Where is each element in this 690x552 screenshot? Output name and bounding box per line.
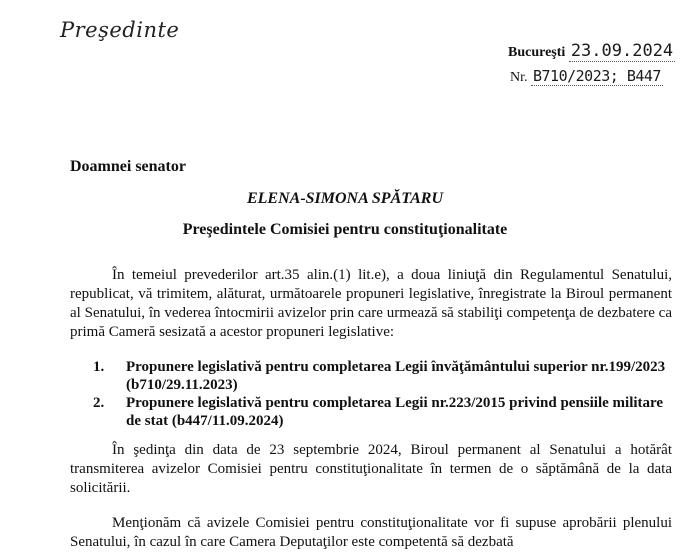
paragraph-mention: Menţionăm că avizele Comisiei pentru constituţionalitate vor fi supuse aprobării plenului Senatului, în cazul în care Camera Deputaţilor este competentă să dezbată (70, 515, 672, 550)
registration-number-line (510, 67, 663, 86)
list-item (93, 358, 673, 394)
proposals-list (93, 358, 673, 430)
signature-heading: Preşedinte (60, 18, 180, 42)
list-item-number: 1. (93, 359, 105, 375)
place-label: Bucureşti (508, 45, 566, 60)
nr-label: Nr. (510, 70, 528, 85)
paragraph-intro: În temeiul prevederilor art.35 alin.(1) lit.e), a doua liniuţă din Regulamentul Senatului, republicat, vă trimitem, alăturat, următoarele propuneri legislative, înregistrate la Biroul permanent al Senatului, în vederea întocmirii avizelor prin care urmează să stabiliţi competenţa de dezbatere ca primă Cameră sesizată a acestor propuneri legislative: (70, 267, 672, 340)
handwritten-nr: B710/2023; B447 (533, 67, 661, 85)
salutation: Doamnei senator (70, 158, 186, 175)
list-item-number: 2. (93, 395, 105, 411)
paragraph-decision: În şedinţa din data de 23 septembrie 2024, Biroul permanent al Senatului a hotărât transmiterea avizelor Comisiei pentru constituţionalitate în termen de o săptămână de la data solicitării. (70, 442, 672, 496)
handwritten-date: 23.09.2024 (570, 41, 674, 61)
addressee-role: Preşedintele Comisiei pentru constituţionalitate (182, 221, 508, 238)
list-item-text: Propunere legislativă pentru completarea Legii învăţământului superior nr.199/2023 (b710/29.11.2023) (126, 359, 666, 393)
list-item (93, 394, 673, 430)
addressee-name: ELENA-SIMONA SPĂTARU (246, 190, 444, 207)
list-item-text: Propunere legislativă pentru completarea Legii nr.223/2015 privind pensiile militare de stat (b447/11.09.2024) (126, 395, 664, 429)
place-date-line (508, 41, 675, 62)
